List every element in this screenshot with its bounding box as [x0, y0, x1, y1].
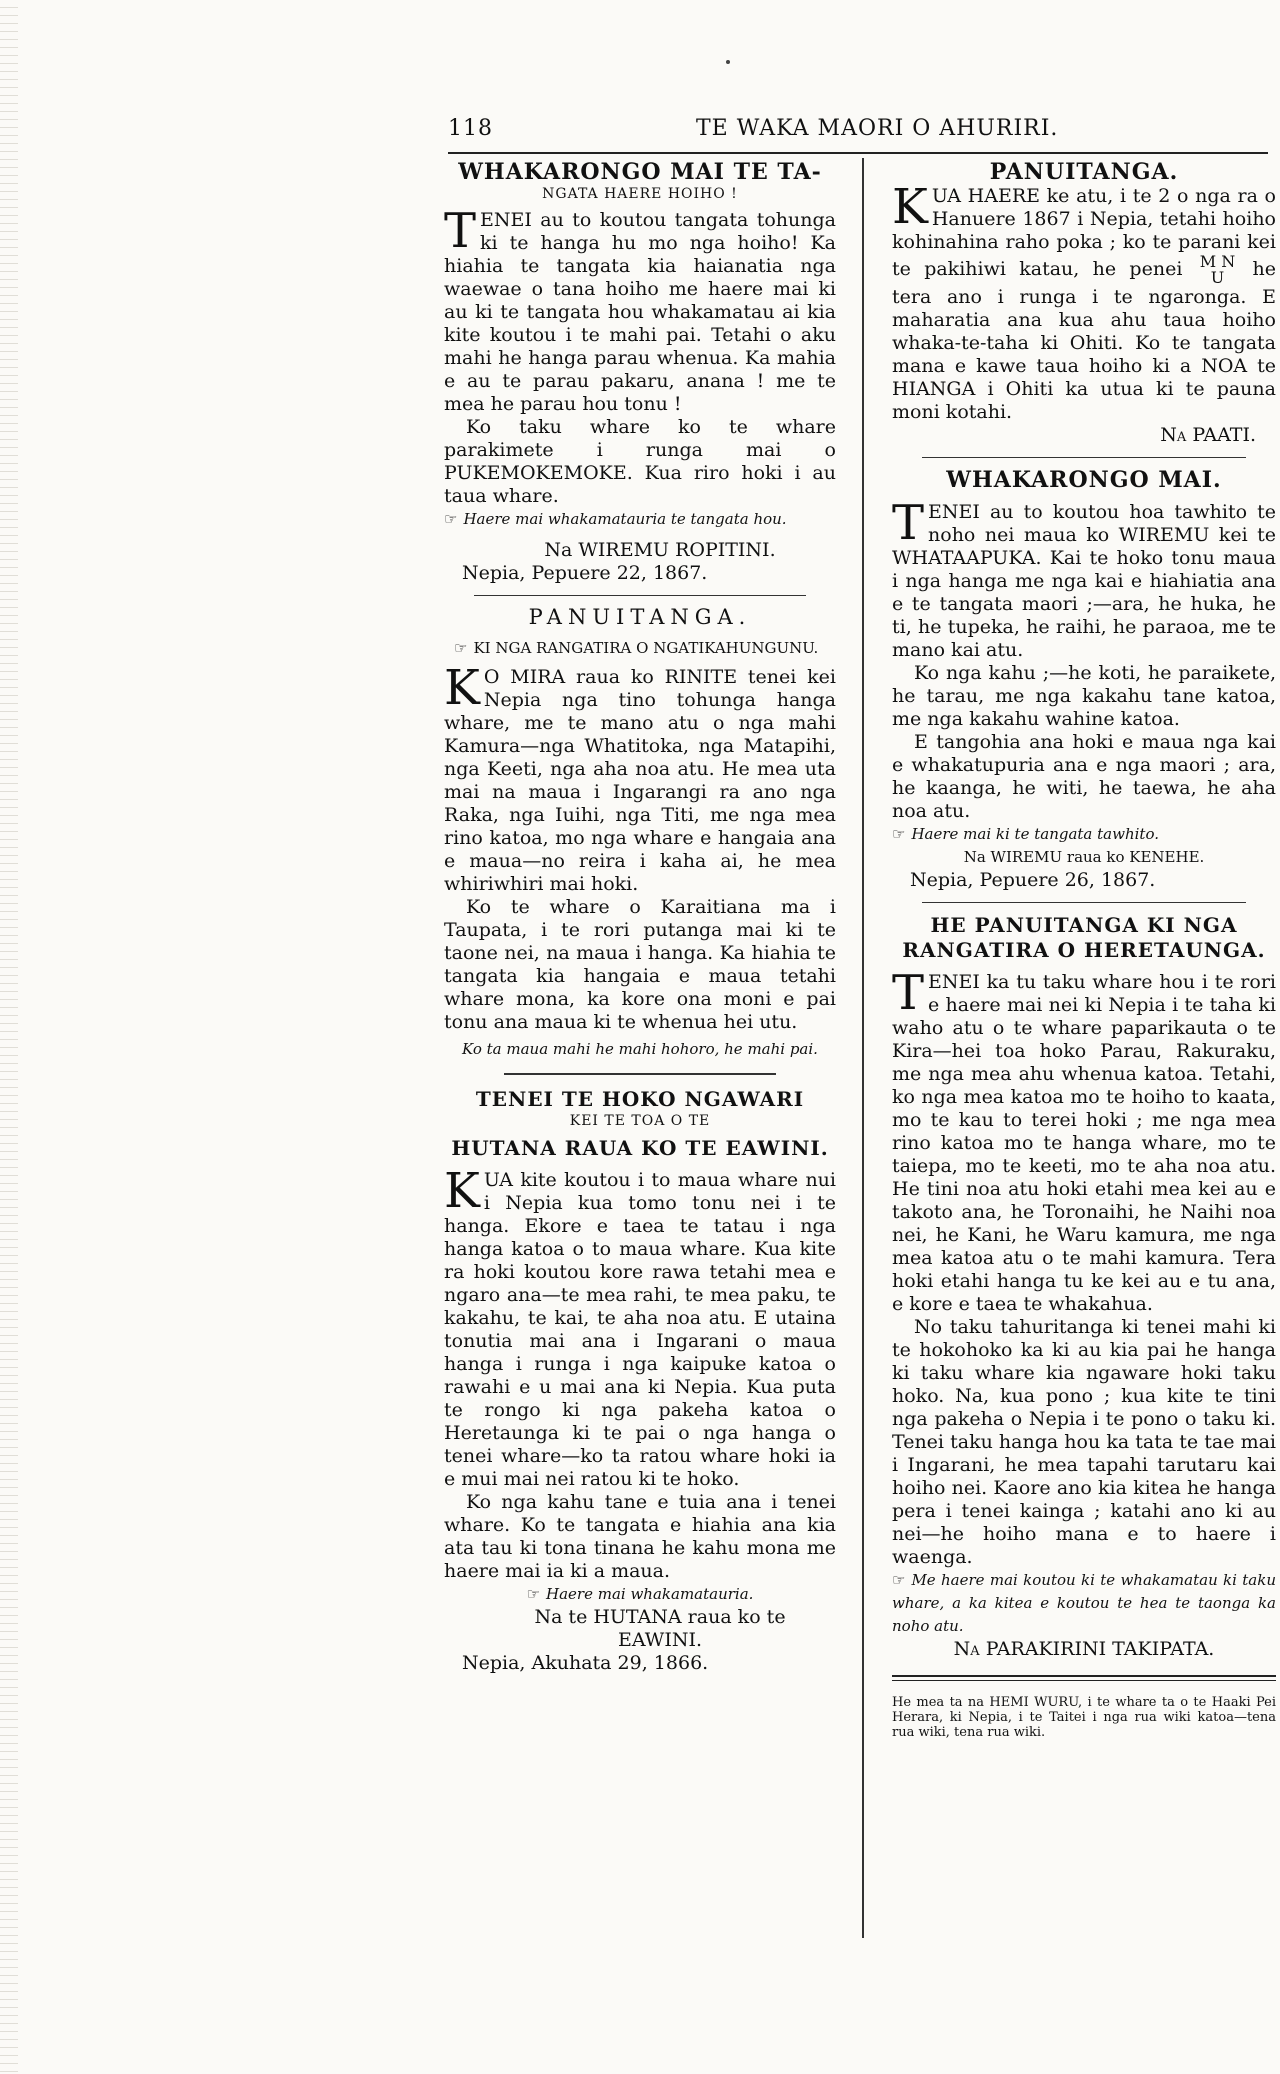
scan-speck: [726, 60, 730, 64]
pointing-hand-icon: ☞: [454, 639, 468, 657]
article-heading: PANUITANGA.: [528, 605, 752, 629]
article-whakarongo-mai-te-tangata: [444, 160, 836, 585]
left-column: [444, 160, 836, 1675]
article-paragraph: KUA kite koutou i to maua whare nui i Nepia kua tomo tonu nei i te hanga. Ekore e taea te tatau i nga hanga katoa o to maua whare. Kua kite ra hoki koutou kore rawa tetahi mea e ngaro ana—te mea rahi, te mea paku, te kakahu, te kai, te aha noa atu. E utaina tonutia mai ana i Ingarani o maua hanga i runga i nga kaipuke katoa o rawahi e u mai ana ki Nepia. Kua puta te rongo ki nga pakeha katoa o Heretaunga ki te pai o nga hanga o tenei whare—ko ta ratou whare hoki ia e mui mai nei ratou ki te hoko.: [444, 1163, 836, 1490]
article-note: Ko ta maua mahi he mahi hohoro, he mahi pai.: [462, 1040, 818, 1058]
scan-edge: [0, 0, 18, 2074]
article-signature: EAWINI.: [617, 1629, 703, 1651]
pointing-hand-icon: ☞: [892, 825, 906, 843]
article-subheading: ☞ KI NGA RANGATIRA O NGATIKAHUNGUNU.: [454, 637, 836, 660]
article-signature: Na te HUTANA raua ko te: [534, 1606, 786, 1628]
article-heading: WHAKARONGO MAI.: [946, 467, 1222, 493]
article-tenei-te-hoko: [444, 1087, 836, 1675]
article-he-panuitanga: [892, 913, 1276, 1661]
article-note: ☞ Me haere mai koutou ki te whakamatau ki taku whare, a ka kitea e koutou te hea te taonga ka noho atu.: [892, 1571, 1276, 1635]
right-column: [892, 160, 1276, 1740]
horse-brand: M N U: [1199, 252, 1236, 287]
article-whakarongo-mai: [892, 468, 1276, 892]
pointing-hand-icon: ☞: [444, 510, 458, 528]
article-note: ☞ Haere mai whakamatauria te tangata hou.: [444, 508, 836, 531]
article-signature: Na PARAKIRINI TAKIPATA.: [953, 1638, 1215, 1660]
article-paragraph: Ko nga kahu tane e tuia ana i tenei whare. Ko te tangata e hiahia ana kia ata tau ki tona tinana he kahu mona me haere mai ia ki a maua.: [444, 1491, 836, 1582]
article-paragraph: TENEI au to koutou tangata tohunga ki te hanga hu mo nga hoiho! Ka hiahia te tangata kia haianatia nga waewae o tana hoiho me haere mai ki au ki te tangata hou whakamatau ai kia kite koutou i te mahi pai. Tetahi o aku mahi he hanga parau whenua. Ka mahia e au te parau pakaru, anana ! me te mea he parau hou tonu !: [444, 203, 836, 415]
article-heading: TENEI TE HOKO NGAWARI: [475, 1087, 805, 1111]
page-number: 118: [448, 116, 493, 141]
article-note: ☞ Haere mai whakamatauria.: [444, 1583, 836, 1606]
pointing-hand-icon: ☞: [526, 1585, 541, 1603]
article-panuitanga-hoiho: [892, 160, 1276, 447]
article-paragraph: TENEI au to koutou hoa tawhito te noho nei maua ko WIREMU kei te WHATAAPUKA. Kai te hoko tonu maua i nga hanga me nga kai e hiahiatia ana e te tangata maori ;—ara, he huka, he ti, he tupeka, he raihi, he paraoa, me te mano kai atu.: [892, 495, 1276, 661]
article-paragraph: Ko nga kahu ;—he koti, he paraikete, he tarau, me nga kakahu tane katoa, me nga kakahu wahine katoa.: [892, 662, 1276, 730]
article-signature: Na WIREMU ROPITINI.: [544, 539, 776, 561]
article-paragraph: KO MIRA raua ko RINITE tenei kei Nepia nga tino tohunga hanga whare, me te mano atu o nga mahi Kamura—nga Whatitoka, nga Matapihi, nga Keeti, nga aha noa atu. He mea uta mai na maua i Ingarangi ra ano nga Raka, nga Iuihi, nga Titi, me nga mea rino katoa, mo nga whare e hangaia ana e maua—no reira i kaha ai, he mea whiriwhiri mai hoki.: [444, 660, 836, 895]
running-head: [448, 116, 1088, 148]
article-paragraph: TENEI ka tu taku whare hou i te rori e haere mai nei ki Nepia i te taha ki waho atu o te whare paparikauta o te Kira—hei toa hoko Parau, Rakuraku, me nga mea ahu whenua katoa. Tetahi, ko nga mea katoa mo te hoiho to kaata, mo te kau to terei hoki ; me nga mea rino katoa mo te hanga whare, mo te taiepa, mo te keeti, mo te aha noa atu. He tini noa atu hoki etahi mea kei au e takoto ana, he Toronaihi, he Naihi noa nei, he Kani, he Waru kamura, me nga mea katoa atu o te mahi kamura. Tera hoki etahi hanga tu ke kei au e tu ana, e kore e taea te whakahua.: [892, 965, 1276, 1315]
article-paragraph: No taku tahuritanga ki tenei mahi ki te hokohoko ka ki au kia pai he hanga ki taku whare kia ngaware hoki taku hoko. Na, kua pono ; kua kite te tini nga pakeha o Nepia i te pono o taku ki. Tenei taku hanga hou ka tata te tae mai i Ingarani, he mea tapahi tarutaru kai hoiho nei. Kaore ano kia kitea he hanga pera i tenei kainga ; katahi ano ki au nei—he hoiho mana e to haere i waenga.: [892, 1316, 1276, 1568]
divider: [474, 595, 806, 596]
divider: [922, 457, 1246, 458]
article-panuitanga: [444, 606, 836, 1061]
newspaper-title: TE WAKA MAORI O AHURIRI.: [696, 116, 1059, 141]
footer-rule: [892, 1675, 1276, 1681]
article-subheading: KEI TE TOA O TE: [569, 1113, 711, 1129]
column-rule: [862, 158, 864, 1938]
divider: [504, 1073, 776, 1075]
article-paragraph: E tangohia ana hoki e maua nga kai e whakatupuria ana e nga maori ; ara, he kaanga, he witi, he taewa, he aha noa atu.: [892, 731, 1276, 822]
header-rule: [448, 152, 1268, 154]
article-note: ☞ Haere mai ki te tangata tawhito.: [892, 823, 1276, 846]
article-date: Nepia, Pepuere 26, 1867.: [910, 869, 1156, 891]
article-paragraph: Ko te whare o Karaitiana ma i Taupata, i te rori putanga mai ki te taone nei, na maua i hanga. Ka hiahia te tangata kia hangaia e maua tetahi whare mona, ka kore ona moni e pai tonu ana maua ki te whenua hei utu.: [444, 896, 836, 1033]
article-date: Nepia, Akuhata 29, 1866.: [462, 1652, 709, 1674]
article-paragraph: KUA HAERE ke atu, i te 2 o nga ra o Hanuere 1867 i Nepia, tetahi hoiho kohinahina raho poka ; ko te parani kei te pakihiwi katau, he penei M N U he tera ano i runga i te ngaronga. E maharatia ana kua ahu taua hoiho whaka-te-taha ki Ohiti. Ko te tangata mana e kawe taua hoiho ki a NOA te HIANGA i Ohiti ka utua ki te pauna moni kotahi.: [892, 179, 1277, 423]
article-signature: Na PAATI.: [1160, 424, 1256, 446]
article-paragraph: Ko taku whare ko te whare parakimete i runga mai o PUKEMOKEMOKE. Kua riro hoki i au taua whare.: [444, 416, 836, 507]
article-date: Nepia, Pepuere 22, 1867.: [462, 562, 708, 584]
article-heading: HUTANA RAUA KO TE EAWINI.: [451, 1136, 829, 1160]
article-heading: PANUITANGA.: [989, 159, 1179, 185]
article-heading: HE PANUITANGA KI NGA RANGATIRA O HERETAUNGA.: [902, 913, 1266, 962]
pointing-hand-icon: ☞: [892, 1571, 906, 1589]
printer-imprint: He mea ta na HEMI WURU, i te whare ta o te Haaki Pei Herara, ki Nepia, i te Taitei i nga rua wiki katoa—tena rua wiki, tena rua wiki.: [892, 1695, 1276, 1740]
divider: [922, 902, 1246, 903]
article-subheading: NGATA HAERE HOIHO !: [542, 186, 738, 202]
article-signature: Na WIREMU raua ko KENEHE.: [963, 848, 1205, 866]
article-heading: WHAKARONGO MAI TE TA-: [458, 159, 822, 185]
